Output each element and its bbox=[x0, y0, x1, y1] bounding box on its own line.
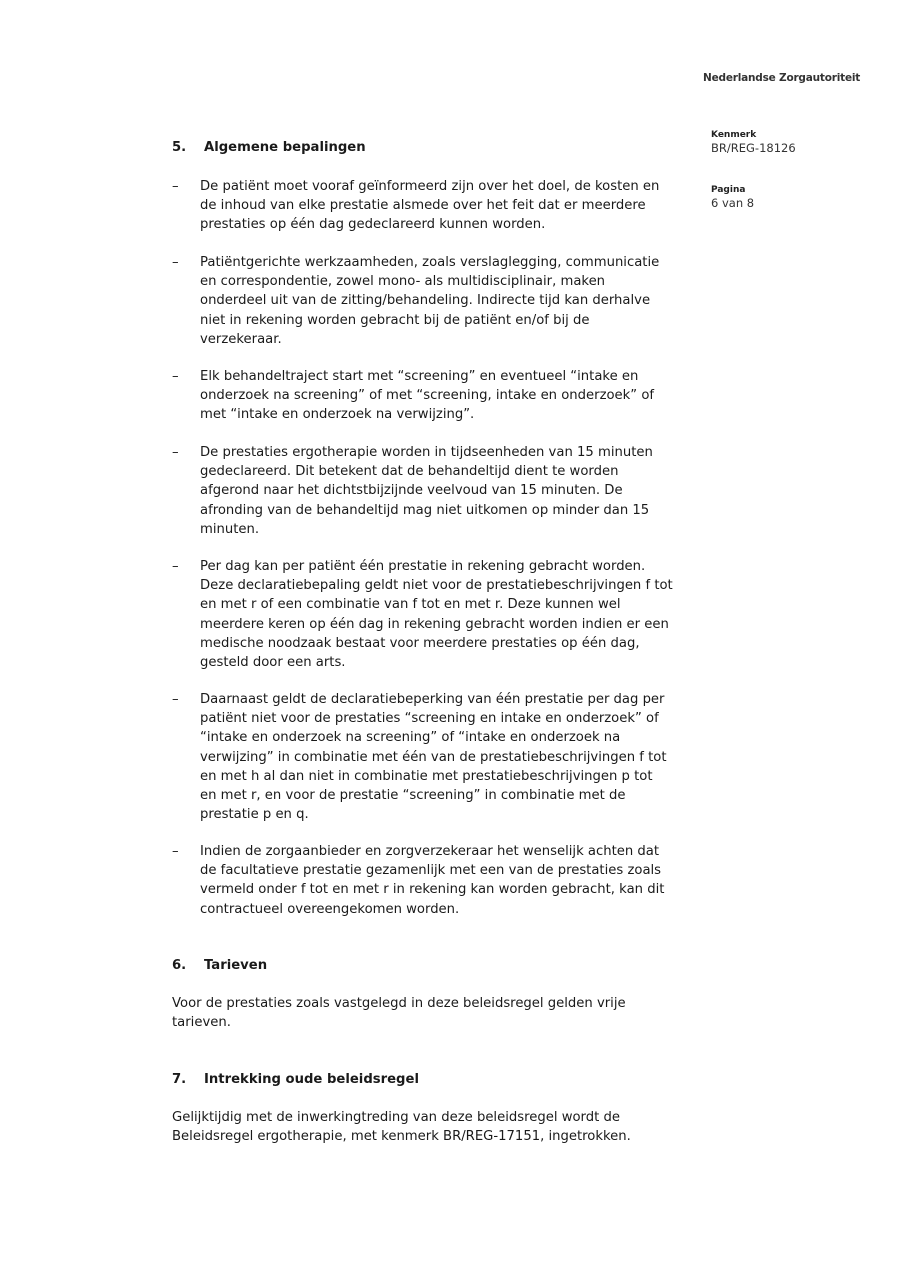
text-line: verzekeraar. bbox=[200, 331, 282, 347]
section-heading-5 bbox=[172, 139, 366, 157]
text-line: Voor de prestaties zoals vastgelegd in deze beleidsregel gelden vrije bbox=[172, 996, 626, 1011]
dash-icon: – bbox=[172, 255, 179, 270]
text-line: “intake en onderzoek na screening” of “intake en onderzoek na bbox=[200, 730, 621, 746]
text-line: minuten. bbox=[200, 521, 260, 537]
dash-icon: – bbox=[172, 369, 179, 384]
text-line: en met h al dan niet in combinatie met prestatiebeschrijvingen p tot bbox=[200, 768, 653, 784]
text-line: prestatie p en q. bbox=[200, 807, 309, 823]
section-number: 5. bbox=[172, 140, 187, 155]
kenmerk-block bbox=[711, 129, 796, 156]
section-number: 6. bbox=[172, 958, 187, 973]
text-line: de inhoud van elke prestatie alsmede over het feit dat er meerdere bbox=[200, 198, 646, 214]
text-line: Deze declaratiebepaling geldt niet voor de prestatiebeschrijvingen f tot bbox=[200, 578, 673, 594]
text-line: patiënt niet voor de prestaties “screening en intake en onderzoek” of bbox=[200, 711, 659, 727]
text-line: Per dag kan per patiënt één prestatie in rekening gebracht worden. bbox=[200, 559, 646, 574]
text-line: medische noodzaak bestaat voor meerdere prestaties op één dag, bbox=[200, 635, 640, 651]
text-line: vermeld onder f tot en met r in rekening kan worden gebracht, kan dit bbox=[200, 882, 665, 898]
section-title: Tarieven bbox=[204, 958, 268, 973]
text-line: verwijzing” in combinatie met één van de prestatiebeschrijvingen f tot bbox=[200, 749, 667, 765]
organization-name: Nederlandse Zorgautoriteit bbox=[703, 72, 861, 84]
text-line: Beleidsregel ergotherapie, met kenmerk BR/REG-17151, ingetrokken. bbox=[172, 1129, 631, 1145]
dash-icon: – bbox=[172, 445, 179, 460]
text-line: gedeclareerd. Dit betekent dat de behandeltijd dient te worden bbox=[200, 464, 619, 480]
text-line: en met r of een combinatie van f tot en met r. Deze kunnen wel bbox=[200, 597, 621, 613]
text-line: Gelijktijdig met de inwerkingtreding van deze beleidsregel wordt de bbox=[172, 1110, 620, 1125]
text-line: afgerond naar het dichtstbijzijnde veelvoud van 15 minuten. De bbox=[200, 483, 623, 499]
text-line: meerdere keren op één dag in rekening gebracht worden indien er een bbox=[200, 616, 669, 632]
text-line: de facultatieve prestatie gezamenlijk met een van de prestaties zoals bbox=[200, 863, 662, 879]
text-line: contractueel overeengekomen worden. bbox=[200, 901, 460, 917]
text-line: en correspondentie, zowel mono- als multidisciplinair, maken bbox=[200, 274, 606, 290]
pagina-block bbox=[711, 184, 754, 211]
text-line: niet in rekening worden gebracht bij de patiënt en/of bij de bbox=[200, 312, 590, 328]
section-paragraph bbox=[172, 994, 692, 1032]
section-number: 7. bbox=[172, 1072, 187, 1087]
section-title: Intrekking oude beleidsregel bbox=[204, 1072, 419, 1087]
text-line: Daarnaast geldt de declaratiebeperking van één prestatie per dag per bbox=[200, 692, 665, 707]
text-line: De prestaties ergotherapie worden in tijdseenheden van 15 minuten bbox=[200, 445, 653, 460]
kenmerk-value: BR/REG-18126 bbox=[711, 141, 796, 155]
dash-icon: – bbox=[172, 179, 179, 194]
text-line: Elk behandeltraject start met “screening” en eventueel “intake en bbox=[200, 369, 639, 384]
text-line: en met r, en voor de prestatie “screening” in combinatie met de bbox=[200, 788, 626, 804]
dash-icon: – bbox=[172, 844, 179, 859]
text-line: afronding van de behandeltijd mag niet uitkomen op minder dan 15 bbox=[200, 502, 650, 518]
section-heading-6 bbox=[172, 957, 267, 975]
text-line: Patiëntgerichte werkzaamheden, zoals verslaglegging, communicatie bbox=[200, 255, 660, 270]
section-title: Algemene bepalingen bbox=[204, 140, 366, 155]
text-line: gesteld door een arts. bbox=[200, 655, 346, 671]
text-line: tarieven. bbox=[172, 1015, 231, 1031]
text-line: De patiënt moet vooraf geïnformeerd zijn over het doel, de kosten en bbox=[200, 179, 660, 194]
pagina-value: 6 van 8 bbox=[711, 196, 755, 210]
kenmerk-label: Kenmerk bbox=[711, 130, 757, 140]
pagina-label: Pagina bbox=[711, 185, 746, 195]
section-heading-7 bbox=[172, 1071, 419, 1089]
text-line: prestaties op één dag gedeclareerd kunnen worden. bbox=[200, 217, 546, 233]
dash-icon: – bbox=[172, 692, 179, 707]
text-line: Indien de zorgaanbieder en zorgverzekeraar het wenselijk achten dat bbox=[200, 844, 660, 859]
text-line: onderdeel uit van de zitting/behandeling. Indirecte tijd kan derhalve bbox=[200, 293, 651, 309]
dash-icon: – bbox=[172, 559, 179, 574]
section-paragraph bbox=[172, 1108, 692, 1146]
text-line: met “intake en onderzoek na verwijzing”. bbox=[200, 407, 475, 423]
text-line: onderzoek na screening” of met “screening, intake en onderzoek” of bbox=[200, 388, 655, 404]
